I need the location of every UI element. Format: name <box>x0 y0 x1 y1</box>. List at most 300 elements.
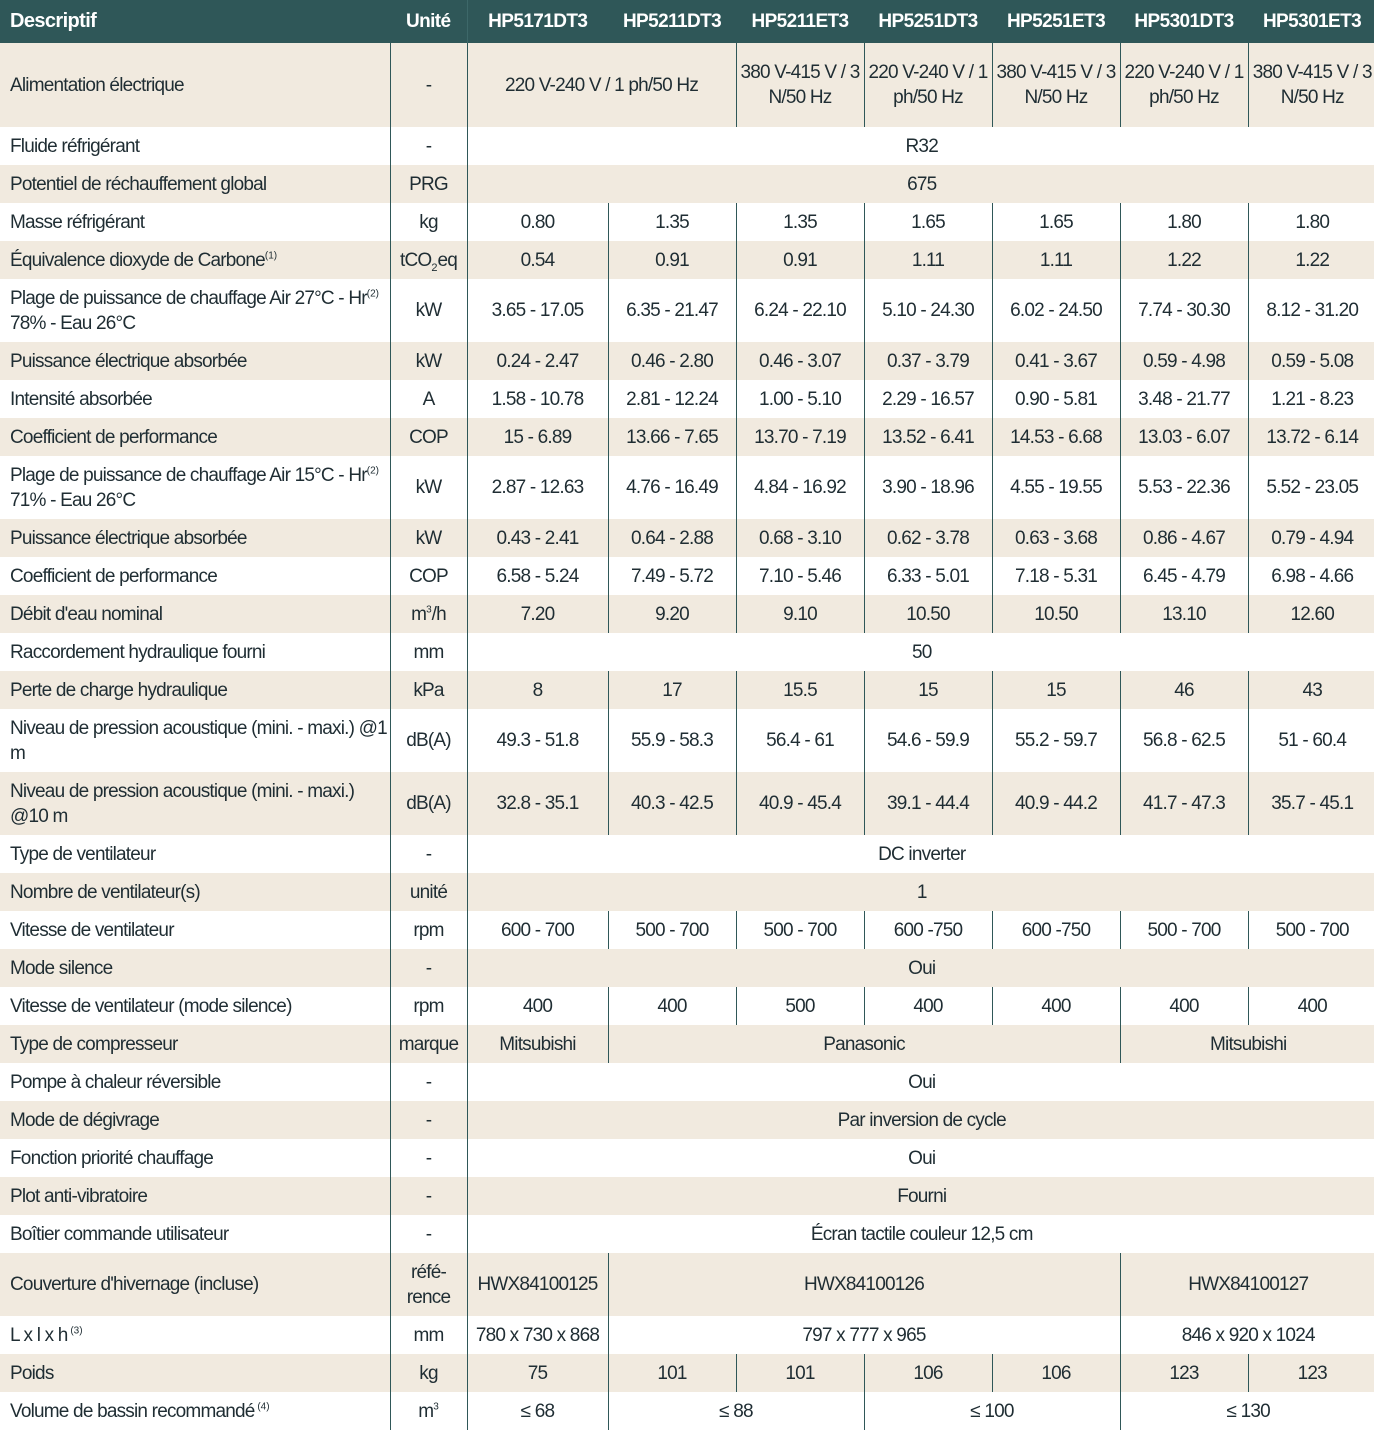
table-row <box>0 519 1374 557</box>
row-unit-text: A <box>422 388 435 410</box>
row-unit-text: - <box>425 74 432 96</box>
row-unit-text: kW <box>415 527 442 549</box>
table-row <box>0 1354 1374 1392</box>
row-unit <box>390 1101 467 1139</box>
row-unit <box>390 1253 467 1316</box>
table-cell: 380 V-415 V / 3 N/50 Hz <box>992 43 1120 127</box>
table-cell: 123 <box>1120 1354 1248 1392</box>
table-cell: 106 <box>864 1354 992 1392</box>
table-cell: Écran tactile couleur 12,5 cm <box>467 1215 1374 1253</box>
table-cell: ≤ 100 <box>864 1392 1120 1430</box>
table-cell: 17 <box>608 671 736 709</box>
row-unit <box>390 1316 467 1354</box>
table-cell: Oui <box>467 1063 1374 1101</box>
row-unit <box>390 633 467 671</box>
table-cell: 500 - 700 <box>608 911 736 949</box>
header-model: HP5251ET3 <box>992 0 1120 43</box>
table-cell: 0.91 <box>608 241 736 279</box>
table-cell: 40.3 - 42.5 <box>608 772 736 835</box>
table-cell: 9.20 <box>608 595 736 633</box>
table-cell: 10.50 <box>864 595 992 633</box>
row-unit <box>390 1025 467 1063</box>
table-cell: 2.87 - 12.63 <box>467 456 608 519</box>
table-cell: 13.03 - 6.07 <box>1120 418 1248 456</box>
table-cell: ≤ 68 <box>467 1392 608 1430</box>
table-cell: 6.02 - 24.50 <box>992 279 1120 342</box>
table-row <box>0 279 1374 342</box>
row-label-text: Débit d'eau nominal <box>10 603 163 625</box>
table-row <box>0 1392 1374 1430</box>
footnote-ref: (3) <box>67 1325 83 1337</box>
table-cell: 14.53 - 6.68 <box>992 418 1120 456</box>
table-cell: 1.22 <box>1248 241 1374 279</box>
table-cell: 6.33 - 5.01 <box>864 557 992 595</box>
table-cell: 500 - 700 <box>736 911 864 949</box>
row-unit-text: dB(A) <box>406 793 451 814</box>
row-unit-text: réfé- rence <box>406 1261 451 1308</box>
table-row <box>0 241 1374 279</box>
row-label-text: Type de compresseur <box>10 1033 178 1055</box>
table-cell: 7.20 <box>467 595 608 633</box>
row-unit-text: - <box>425 1109 432 1131</box>
table-cell: 3.48 - 21.77 <box>1120 380 1248 418</box>
row-unit <box>390 873 467 911</box>
table-cell: 8 <box>467 671 608 709</box>
table-cell: 1.22 <box>1120 241 1248 279</box>
table-cell: 400 <box>467 987 608 1025</box>
row-label <box>0 633 390 671</box>
table-cell: 846 x 920 x 1024 <box>1120 1316 1374 1354</box>
table-cell: 6.45 - 4.79 <box>1120 557 1248 595</box>
row-label-text: Coefficient de performance <box>10 426 217 448</box>
header-model: HP5301ET3 <box>1248 0 1374 43</box>
row-unit <box>390 279 467 342</box>
table-cell: 46 <box>1120 671 1248 709</box>
row-label <box>0 873 390 911</box>
table-row <box>0 949 1374 987</box>
table-row <box>0 709 1374 772</box>
row-unit-text: mm <box>413 641 444 663</box>
table-cell: 13.10 <box>1120 595 1248 633</box>
table-cell: ≤ 88 <box>608 1392 864 1430</box>
table-cell: 0.59 - 5.08 <box>1248 342 1374 380</box>
row-unit <box>390 1354 467 1392</box>
row-label-text: Masse réfrigérant <box>10 211 145 233</box>
table-cell: 0.41 - 3.67 <box>992 342 1120 380</box>
row-unit-text: kg <box>419 1362 438 1384</box>
row-label <box>0 456 390 519</box>
row-label <box>0 1253 390 1316</box>
row-label <box>0 772 390 835</box>
table-row <box>0 633 1374 671</box>
table-cell: 43 <box>1248 671 1374 709</box>
table-header <box>0 0 1374 43</box>
table-cell: Mitsubishi <box>467 1025 608 1063</box>
table-cell: 13.72 - 6.14 <box>1248 418 1374 456</box>
table-cell: 0.43 - 2.41 <box>467 519 608 557</box>
row-unit-text: marque <box>398 1033 459 1055</box>
table-cell: 5.52 - 23.05 <box>1248 456 1374 519</box>
table-cell: 400 <box>608 987 736 1025</box>
table-cell: 10.50 <box>992 595 1120 633</box>
row-label <box>0 342 390 380</box>
row-unit <box>390 342 467 380</box>
table-cell: 2.29 - 16.57 <box>864 380 992 418</box>
table-cell: 49.3 - 51.8 <box>467 709 608 772</box>
row-unit-text: mm <box>413 1324 444 1346</box>
row-unit-text: kPa <box>413 679 444 701</box>
unit-superscript: 3 <box>426 604 432 616</box>
row-label <box>0 380 390 418</box>
row-label-text: Volume de bassin recommandé <box>10 1400 255 1422</box>
table-cell: 9.10 <box>736 595 864 633</box>
row-label-text: Intensité absorbée <box>10 388 152 410</box>
table-cell: 39.1 - 44.4 <box>864 772 992 835</box>
row-unit <box>390 911 467 949</box>
table-cell: 50 <box>467 633 1374 671</box>
row-label <box>0 709 390 772</box>
table-cell: 55.2 - 59.7 <box>992 709 1120 772</box>
table-row <box>0 165 1374 203</box>
table-cell: 1.65 <box>992 203 1120 241</box>
table-cell: 1.11 <box>992 241 1120 279</box>
table-cell: 101 <box>608 1354 736 1392</box>
row-label-text: Vitesse de ventilateur <box>10 919 174 941</box>
table-row <box>0 418 1374 456</box>
table-row <box>0 1316 1374 1354</box>
row-unit <box>390 43 467 127</box>
table-row <box>0 1101 1374 1139</box>
table-row <box>0 203 1374 241</box>
row-label-text: Alimentation électrique <box>10 74 184 96</box>
table-cell: 220 V-240 V / 1 ph/50 Hz <box>1120 43 1248 127</box>
row-label-text: Raccordement hydraulique fourni <box>10 641 266 663</box>
row-label <box>0 671 390 709</box>
row-unit-text: PRG <box>409 173 448 195</box>
table-cell: 0.80 <box>467 203 608 241</box>
table-row <box>0 835 1374 873</box>
footnote-ref: (1) <box>264 250 278 262</box>
row-unit <box>390 127 467 165</box>
row-label-suffix: 78% - Eau 26°C <box>10 312 136 334</box>
table-cell: 1.80 <box>1120 203 1248 241</box>
table-cell: 780 x 730 x 868 <box>467 1316 608 1354</box>
row-unit <box>390 987 467 1025</box>
table-cell: 7.18 - 5.31 <box>992 557 1120 595</box>
row-label <box>0 1177 390 1215</box>
table-cell: 55.9 - 58.3 <box>608 709 736 772</box>
table-cell: 7.74 - 30.30 <box>1120 279 1248 342</box>
row-unit-text: - <box>425 1223 432 1245</box>
row-unit-suffix: eq <box>437 249 458 271</box>
unit-subscript: 2 <box>431 261 438 274</box>
table-cell: 2.81 - 12.24 <box>608 380 736 418</box>
row-label <box>0 203 390 241</box>
row-unit-text: kW <box>415 477 442 498</box>
row-label-text: Fluide réfrigérant <box>10 135 140 157</box>
table-cell: 101 <box>736 1354 864 1392</box>
row-label <box>0 987 390 1025</box>
table-cell: ≤ 130 <box>1120 1392 1374 1430</box>
table-row <box>0 127 1374 165</box>
row-label <box>0 1354 390 1392</box>
row-unit-text: kg <box>419 211 438 233</box>
row-unit-text: unité <box>409 881 448 903</box>
row-unit-text: COP <box>409 565 448 587</box>
table-cell: 7.10 - 5.46 <box>736 557 864 595</box>
table-row <box>0 772 1374 835</box>
row-unit-text: dB(A) <box>406 730 451 751</box>
row-unit-suffix: /h <box>431 603 446 625</box>
table-cell: 106 <box>992 1354 1120 1392</box>
footnote-ref: (2) <box>366 288 380 300</box>
table-cell: DC inverter <box>467 835 1374 873</box>
header-model: HP5251DT3 <box>864 0 992 43</box>
row-unit-text: rpm <box>413 919 444 941</box>
row-label <box>0 1215 390 1253</box>
table-row <box>0 1063 1374 1101</box>
row-label-text: Puissance électrique absorbée <box>10 527 247 549</box>
table-row <box>0 1253 1374 1316</box>
row-unit-text: tCO <box>399 249 432 271</box>
header-model: HP5301DT3 <box>1120 0 1248 43</box>
row-unit <box>390 772 467 835</box>
table-cell: 1.35 <box>608 203 736 241</box>
footnote-ref: (2) <box>366 465 380 477</box>
table-row <box>0 595 1374 633</box>
table-cell: 1.11 <box>864 241 992 279</box>
row-label-text: Mode silence <box>10 957 113 979</box>
row-unit-text: - <box>425 957 432 979</box>
table-row <box>0 43 1374 127</box>
header-model: HP5211DT3 <box>608 0 736 43</box>
row-label-text: Perte de charge hydraulique <box>10 679 228 701</box>
table-cell: 15 - 6.89 <box>467 418 608 456</box>
row-label <box>0 519 390 557</box>
table-cell: 0.64 - 2.88 <box>608 519 736 557</box>
table-cell: 0.59 - 4.98 <box>1120 342 1248 380</box>
row-label <box>0 279 390 342</box>
table-cell: HWX84100127 <box>1120 1253 1374 1316</box>
row-unit <box>390 1139 467 1177</box>
row-unit <box>390 418 467 456</box>
table-cell: 1.58 - 10.78 <box>467 380 608 418</box>
table-cell: 51 - 60.4 <box>1248 709 1374 772</box>
row-label-text: Nombre de ventilateur(s) <box>10 881 200 903</box>
row-label <box>0 1392 390 1430</box>
table-cell: 380 V-415 V / 3 N/50 Hz <box>736 43 864 127</box>
table-cell: 400 <box>1248 987 1374 1025</box>
table-cell: 3.90 - 18.96 <box>864 456 992 519</box>
table-cell: 6.98 - 4.66 <box>1248 557 1374 595</box>
row-unit <box>390 595 467 633</box>
table-cell: 56.8 - 62.5 <box>1120 709 1248 772</box>
table-cell: 400 <box>864 987 992 1025</box>
row-label <box>0 1101 390 1139</box>
row-unit <box>390 671 467 709</box>
table-cell: 500 - 700 <box>1120 911 1248 949</box>
row-unit-text: - <box>425 1071 432 1093</box>
table-cell: 0.46 - 3.07 <box>736 342 864 380</box>
unit-superscript: 3 <box>433 1401 439 1413</box>
footnote-ref: (4) <box>254 1401 270 1413</box>
row-unit-text: - <box>425 135 432 157</box>
row-label-text: Plot anti-vibratoire <box>10 1185 148 1207</box>
header-unite: Unité <box>390 0 467 43</box>
table-cell: 500 - 700 <box>1248 911 1374 949</box>
row-unit <box>390 1215 467 1253</box>
table-cell: 0.37 - 3.79 <box>864 342 992 380</box>
table-row <box>0 873 1374 911</box>
table-cell: 6.58 - 5.24 <box>467 557 608 595</box>
table-cell: 1.80 <box>1248 203 1374 241</box>
row-label-text: Type de ventilateur <box>10 843 156 865</box>
table-row <box>0 987 1374 1025</box>
row-label <box>0 557 390 595</box>
row-label <box>0 165 390 203</box>
table-cell: 0.91 <box>736 241 864 279</box>
row-label-text: L x l x h <box>10 1324 68 1346</box>
row-unit <box>390 557 467 595</box>
row-unit <box>390 1063 467 1101</box>
table-cell: 40.9 - 44.2 <box>992 772 1120 835</box>
table-cell: 35.7 - 45.1 <box>1248 772 1374 835</box>
row-label <box>0 1139 390 1177</box>
row-unit-text: kW <box>415 300 442 321</box>
table-cell: 220 V-240 V / 1 ph/50 Hz <box>467 43 736 127</box>
row-unit <box>390 1177 467 1215</box>
row-unit-text: COP <box>409 426 448 448</box>
table-cell: 220 V-240 V / 1 ph/50 Hz <box>864 43 992 127</box>
table-row <box>0 342 1374 380</box>
row-label <box>0 127 390 165</box>
row-unit <box>390 949 467 987</box>
table-cell: Oui <box>467 1139 1374 1177</box>
header-descriptif: Descriptif <box>0 0 390 43</box>
table-cell: 41.7 - 47.3 <box>1120 772 1248 835</box>
table-cell: 797 x 777 x 965 <box>608 1316 1120 1354</box>
row-label <box>0 418 390 456</box>
row-label-text: Mode de dégivrage <box>10 1109 160 1131</box>
table-cell: 6.35 - 21.47 <box>608 279 736 342</box>
row-label <box>0 835 390 873</box>
table-cell: 0.62 - 3.78 <box>864 519 992 557</box>
table-cell: R32 <box>467 127 1374 165</box>
table-cell: 600 - 700 <box>467 911 608 949</box>
row-label-text: Équivalence dioxyde de Carbone <box>10 249 265 271</box>
table-cell: 0.63 - 3.68 <box>992 519 1120 557</box>
row-unit <box>390 165 467 203</box>
table-cell: 0.68 - 3.10 <box>736 519 864 557</box>
row-unit <box>390 456 467 519</box>
table-cell: 56.4 - 61 <box>736 709 864 772</box>
table-row <box>0 1215 1374 1253</box>
table-cell: 15 <box>992 671 1120 709</box>
row-label-text: Puissance électrique absorbée <box>10 350 247 372</box>
header-model: HP5171DT3 <box>467 0 608 43</box>
row-label-text: Plage de puissance de chauffage Air 15°C - Hr <box>10 464 367 486</box>
table-cell: 1 <box>467 873 1374 911</box>
row-unit <box>390 241 467 279</box>
row-unit <box>390 709 467 772</box>
table-cell: 13.52 - 6.41 <box>864 418 992 456</box>
table-cell: 380 V-415 V / 3 N/50 Hz <box>1248 43 1374 127</box>
table-cell: 600 -750 <box>864 911 992 949</box>
row-label <box>0 43 390 127</box>
table-cell: 1.00 - 5.10 <box>736 380 864 418</box>
table-cell: 40.9 - 45.4 <box>736 772 864 835</box>
row-label-text: Niveau de pression acoustique (mini. - maxi.) @10 m <box>10 780 355 827</box>
table-cell: 400 <box>1120 987 1248 1025</box>
table-row <box>0 911 1374 949</box>
table-cell: 500 <box>736 987 864 1025</box>
row-unit <box>390 519 467 557</box>
table-cell: 0.79 - 4.94 <box>1248 519 1374 557</box>
table-row <box>0 1177 1374 1215</box>
table-cell: 54.6 - 59.9 <box>864 709 992 772</box>
table-cell: 4.84 - 16.92 <box>736 456 864 519</box>
table-cell: 13.66 - 7.65 <box>608 418 736 456</box>
row-label-text: Pompe à chaleur réversible <box>10 1071 221 1093</box>
table-cell: 7.49 - 5.72 <box>608 557 736 595</box>
table-cell: 8.12 - 31.20 <box>1248 279 1374 342</box>
table-row <box>0 456 1374 519</box>
row-label <box>0 911 390 949</box>
row-label-suffix: 71% - Eau 26°C <box>10 489 136 511</box>
table-cell: 4.55 - 19.55 <box>992 456 1120 519</box>
row-label <box>0 949 390 987</box>
table-cell: 3.65 - 17.05 <box>467 279 608 342</box>
row-label <box>0 595 390 633</box>
row-unit-text: m <box>411 603 427 625</box>
table-cell: 15.5 <box>736 671 864 709</box>
table-cell: 600 -750 <box>992 911 1120 949</box>
row-unit <box>390 203 467 241</box>
row-label-text: Plage de puissance de chauffage Air 27°C - Hr <box>10 287 367 309</box>
row-unit <box>390 380 467 418</box>
table-cell: HWX84100126 <box>608 1253 1120 1316</box>
table-row <box>0 557 1374 595</box>
table-cell: 6.24 - 22.10 <box>736 279 864 342</box>
row-unit-text: kW <box>415 350 442 372</box>
table-cell: Panasonic <box>608 1025 1120 1063</box>
table-cell: 12.60 <box>1248 595 1374 633</box>
row-label-text: Couverture d'hivernage (incluse) <box>10 1274 259 1295</box>
row-label-text: Niveau de pression acoustique (mini. - maxi.) @1 m <box>10 717 387 764</box>
table-cell: 123 <box>1248 1354 1374 1392</box>
table-cell: 32.8 - 35.1 <box>467 772 608 835</box>
row-label <box>0 1025 390 1063</box>
table-cell: 1.21 - 8.23 <box>1248 380 1374 418</box>
row-label-text: Potentiel de réchauffement global <box>10 173 267 195</box>
table-cell: 4.76 - 16.49 <box>608 456 736 519</box>
table-cell: 0.86 - 4.67 <box>1120 519 1248 557</box>
row-unit-text: - <box>425 1185 432 1207</box>
table-cell: 400 <box>992 987 1120 1025</box>
table-row <box>0 671 1374 709</box>
row-unit-text: - <box>425 1147 432 1169</box>
table-body <box>0 43 1374 1430</box>
row-unit <box>390 1392 467 1430</box>
table-cell: 675 <box>467 165 1374 203</box>
table-cell: 15 <box>864 671 992 709</box>
row-label-text: Fonction priorité chauffage <box>10 1147 214 1169</box>
table-cell: 5.53 - 22.36 <box>1120 456 1248 519</box>
table-cell: 0.24 - 2.47 <box>467 342 608 380</box>
table-cell: 0.90 - 5.81 <box>992 380 1120 418</box>
table-cell: 0.54 <box>467 241 608 279</box>
row-label-text: Poids <box>10 1362 54 1384</box>
